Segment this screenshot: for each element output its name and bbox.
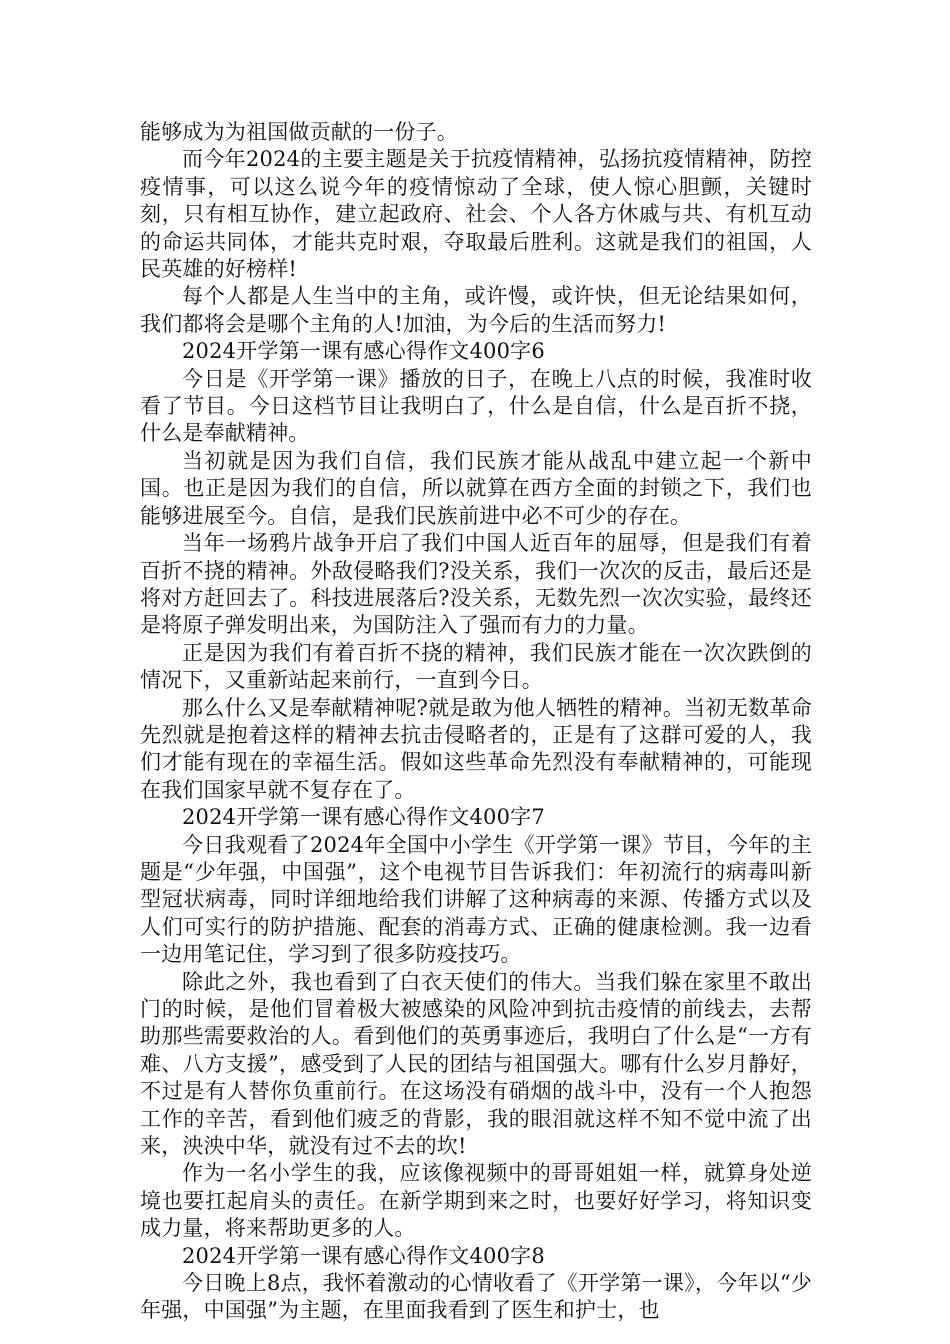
paragraph: 当年一场鸦片战争开启了我们中国人近百年的屈辱，但是我们有着百折不挠的精神。外敌侵略我们?没关系，我们一次次的反击，最后还是将对方赶回去了。科技进展落后?没关系，无数先烈一次次实验，最终还是将原子弹发明出来，为国防注入了强而有力的力量。: [140, 531, 812, 638]
section-heading-6: 2024开学第一课有感心得作文400字6: [182, 339, 545, 364]
paragraph-continuation: 能够成为为祖国做贡献的一份子。: [140, 120, 458, 144]
paragraph: 当初就是因为我们自信，我们民族才能从战乱中建立起一个新中国。也正是因为我们的自信，所以就算在西方全面的封锁之下，我们也能够进展至今。自信，是我们民族前进中必不可少的存在。: [140, 448, 812, 528]
document-body: [140, 119, 812, 1325]
paragraph: 除此之外，我也看到了白衣天使们的伟大。当我们躲在家里不敢出门的时候，是他们冒着极大被感染的风险冲到抗击疫情的前线去，去帮助那些需要救治的人。看到他们的英勇事迹后，我明白了什么是“一方有难、八方支援”，感受到了人民的团结与祖国强大。哪有什么岁月静好，不过是有人替你负重前行。在这场没有硝烟的战斗中，没有一个人抱怨工作的辛苦，看到他们疲乏的背影，我的眼泪就这样不知不觉中流了出来，泱泱中华，就没有过不去的坎!: [140, 969, 812, 1159]
paragraph: 而今年2024的主要主题是关于抗疫情精神，弘扬抗疫情精神，防控疫情事，可以这么说今年的疫情惊动了全球，使人惊心胆颤，关键时刻，只有相互协作，建立起政府、社会、个人各方休戚与共、有机互动的命运共同体，才能共克时艰，夺取最后胜利。这就是我们的祖国，人民英雄的好榜样!: [140, 147, 812, 282]
paragraph: 今日是《开学第一课》播放的日子，在晚上八点的时候，我准时收看了节目。今日这档节目让我明白了，什么是自信，什么是百折不挠，什么是奉献精神。: [140, 366, 812, 446]
paragraph: 那么什么又是奉献精神呢?就是敢为他人牺牲的精神。当初无数革命先烈就是抱着这样的精神去抗击侵略者的，正是有了这群可爱的人，我们才能有现在的幸福生活。假如这些革命先烈没有奉献精神的，可能现在我们国家早就不复存在了。: [140, 695, 812, 802]
section-heading-7: 2024开学第一课有感心得作文400字7: [182, 805, 545, 830]
paragraph: 作为一名小学生的我，应该像视频中的哥哥姐姐一样，就算身处逆境也要扛起肩头的责任。在新学期到来之时，也要好好学习，将知识变成力量，将来帮助更多的人。: [140, 1161, 812, 1241]
section-heading-8: 2024开学第一课有感心得作文400字8: [182, 1243, 545, 1268]
paragraph: 今日晚上8点，我怀着激动的心情收看了《开学第一课》，今年以“少年强，中国强”为主题，在里面我看到了医生和护士，也: [140, 1271, 812, 1323]
paragraph: 每个人都是人生当中的主角，或许慢，或许快，但无论结果如何，我们都将会是哪个主角的人!加油，为今后的生活而努力!: [140, 284, 812, 336]
paragraph: 今日我观看了2024年全国中小学生《开学第一课》节目，今年的主题是“少年强，中国强”，这个电视节目告诉我们：年初流行的病毒叫新型冠状病毒，同时详细地给我们讲解了这种病毒的来源、传播方式以及人们可实行的防护措施、配套的消毒方式、正确的健康检测。我一边看一边用笔记住，学习到了很多防疫技巧。: [140, 832, 812, 967]
paragraph: 正是因为我们有着百折不挠的精神，我们民族才能在一次次跌倒的情况下，又重新站起来前行，一直到今日。: [140, 640, 812, 693]
